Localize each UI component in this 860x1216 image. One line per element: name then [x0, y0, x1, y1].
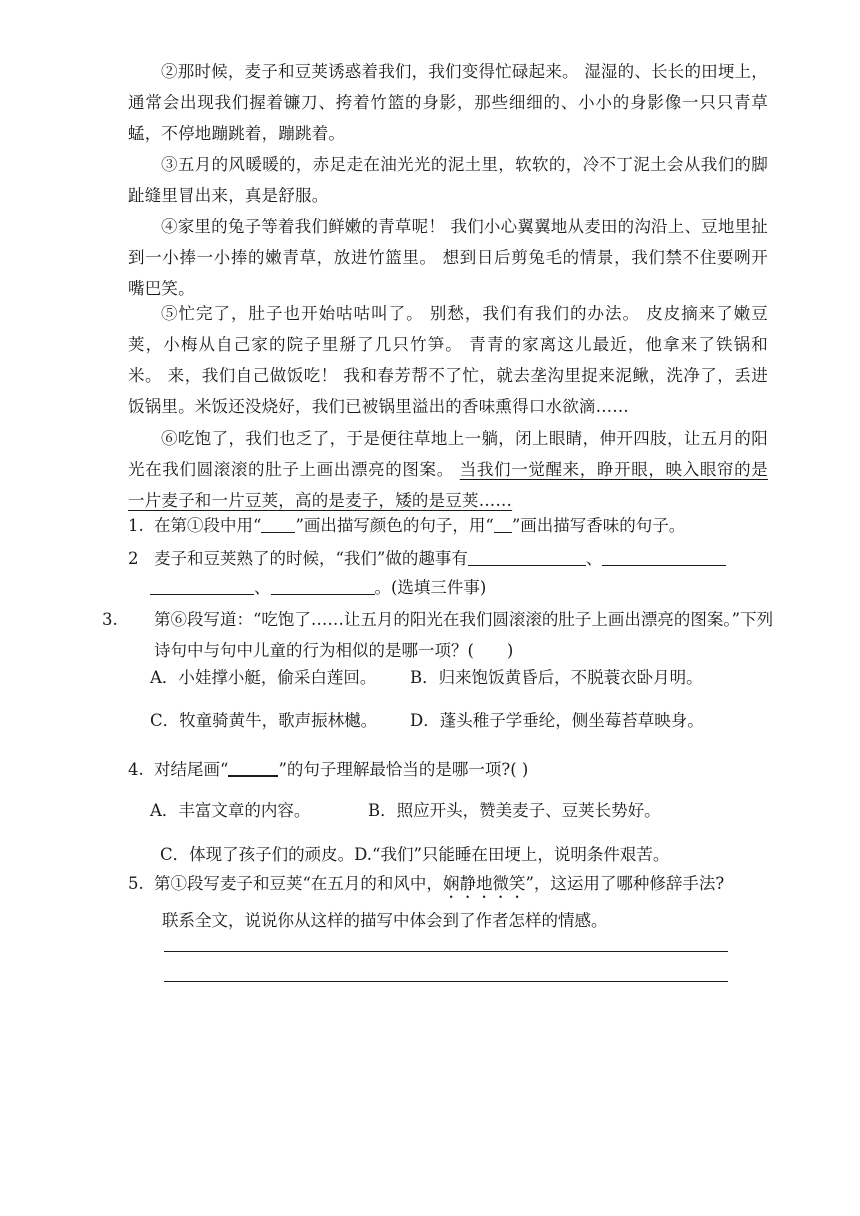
question-2-blank-1[interactable]	[468, 547, 586, 566]
question-4-number: 4.	[128, 760, 144, 779]
question-3-option-d[interactable]: D．蓬头稚子学垂纶，侧坐莓苔草映身。	[410, 711, 704, 730]
question-5	[128, 868, 788, 902]
paragraph-5: ⑤忙完了，肚子也开始咕咕叫了。 别愁，我们有我们的办法。 皮皮摘来了嫩豆荚，小梅从自己家的院子里掰了几只竹笋。 青青的家离这儿最近，他拿来了铁锅和米。 来，我们自己做饭吃！ 我和春芳帮不了忙，就去垄沟里捉来泥鳅，洗净了，丢进饭锅里。米饭还没烧好，我们已被锅里溢出的香味熏得口水欲滴……	[128, 304, 768, 416]
paragraph-4: ④家里的兔子等着我们鲜嫩的青草呢！ 我们小心翼翼地从麦田的沟沿上、豆地里扯到一小捧一小捧的嫩青草，放进竹篮里。 想到日后剪兔毛的情景，我们禁不住要咧开嘴巴笑。	[128, 217, 768, 298]
question-2-sep-2: 、	[254, 578, 271, 597]
question-3-text: 第⑥段写道：“吃饱了……让五月的阳光在我们圆滚滚的肚子上画出漂亮的图案。”下列诗句中与句中儿童的行为相似的是哪一项？( )	[154, 610, 774, 660]
question-5-text-b: ”，这运用了哪种修辞手法?	[525, 874, 725, 893]
paragraph-6	[128, 423, 768, 516]
question-5-emphasis: 娴静地微笑	[442, 874, 526, 893]
question-3	[102, 604, 778, 666]
paragraph-3: ③五月的风暖暖的，赤足走在油光光的泥土里，软软的，冷不丁泥土会从我们的脚趾缝里冒出来，真是舒服。	[128, 155, 768, 205]
question-1-number: 1.	[128, 516, 144, 535]
question-1-text-c: ”画出描写香味的句子。	[511, 516, 686, 535]
question-4-option-b[interactable]: B．照应开头，赞美麦子、豆荚长势好。	[368, 801, 661, 820]
question-1-text-b: ”画出描写颜色的句子，用“	[295, 516, 494, 535]
question-3-option-a[interactable]: A．小娃撑小艇，偷采白莲回。	[150, 668, 377, 687]
question-3-option-c[interactable]: C．牧童骑黄牛，歌声振林樾。	[150, 711, 378, 730]
question-2-blank-4[interactable]	[271, 576, 375, 595]
question-3-option-b[interactable]: B．归来饱饭黄昏后，不脱蓑衣卧月明。	[410, 668, 703, 687]
question-2-text: 麦子和豆荚熟了的时候，“我们”做的趣事有	[154, 549, 468, 568]
paragraph-6-text: ⑥吃饱了，我们也乏了，于是便往草地上一躺，闭上眼睛，伸开四肢，让五月的阳光在我们圆滚滚的肚子上画出漂亮的图案。	[128, 429, 768, 479]
question-2-blank-3[interactable]	[150, 576, 254, 595]
question-4-text-b: ”的句子理解最恰当的是哪一项?( )	[278, 760, 529, 779]
question-2-end: 。(选填三件事)	[374, 578, 487, 597]
question-4-text-a: 对结尾画“	[154, 760, 229, 779]
paragraph-2: ②那时候，麦子和豆荚诱惑着我们，我们变得忙碌起来。 湿湿的、长长的田埂上，通常会出现我们握着镰刀、挎着竹篮的身影，那些细细的、小小的身影像一只只青草蜢，不停地蹦跳着，蹦跳着。	[128, 62, 768, 143]
question-5-line-2: 联系全文，说说你从这样的描写中体会到了作者怎样的情感。	[162, 911, 608, 930]
question-4-underline-mark	[228, 758, 278, 777]
question-4	[128, 754, 778, 785]
answer-line-1[interactable]	[164, 951, 728, 952]
question-2	[128, 543, 778, 574]
paragraph-6-underlined-sentence: 当我们一觉醒来，睁开眼，映入眼帘的是一片麦子和一片豆荚，高的是麦子，矮的是豆荚……	[128, 460, 768, 510]
question-4-option-c-d[interactable]: C．体现了孩子们的顽皮。D.“我们”只能睡在田埂上，说明条件艰苦。	[160, 845, 670, 864]
question-5-number: 5.	[128, 874, 144, 893]
question-5-text-a: 第①段写麦子和豆荚“在五月的和风中，	[154, 874, 443, 893]
question-3-number: 3.	[102, 610, 118, 629]
question-2-blank-2[interactable]	[602, 547, 726, 566]
question-2-number: 2	[128, 549, 139, 568]
question-2-sep-1: 、	[585, 549, 603, 568]
answer-line-2[interactable]	[164, 981, 728, 982]
question-4-option-a[interactable]: A．丰富文章的内容。	[150, 801, 311, 820]
question-1-blank-color[interactable]	[261, 514, 295, 533]
question-2-line-2	[150, 572, 800, 603]
question-1-text-a: 在第①段中用“	[154, 516, 262, 535]
question-1	[128, 510, 778, 541]
question-1-blank-fragrance[interactable]	[494, 514, 512, 533]
